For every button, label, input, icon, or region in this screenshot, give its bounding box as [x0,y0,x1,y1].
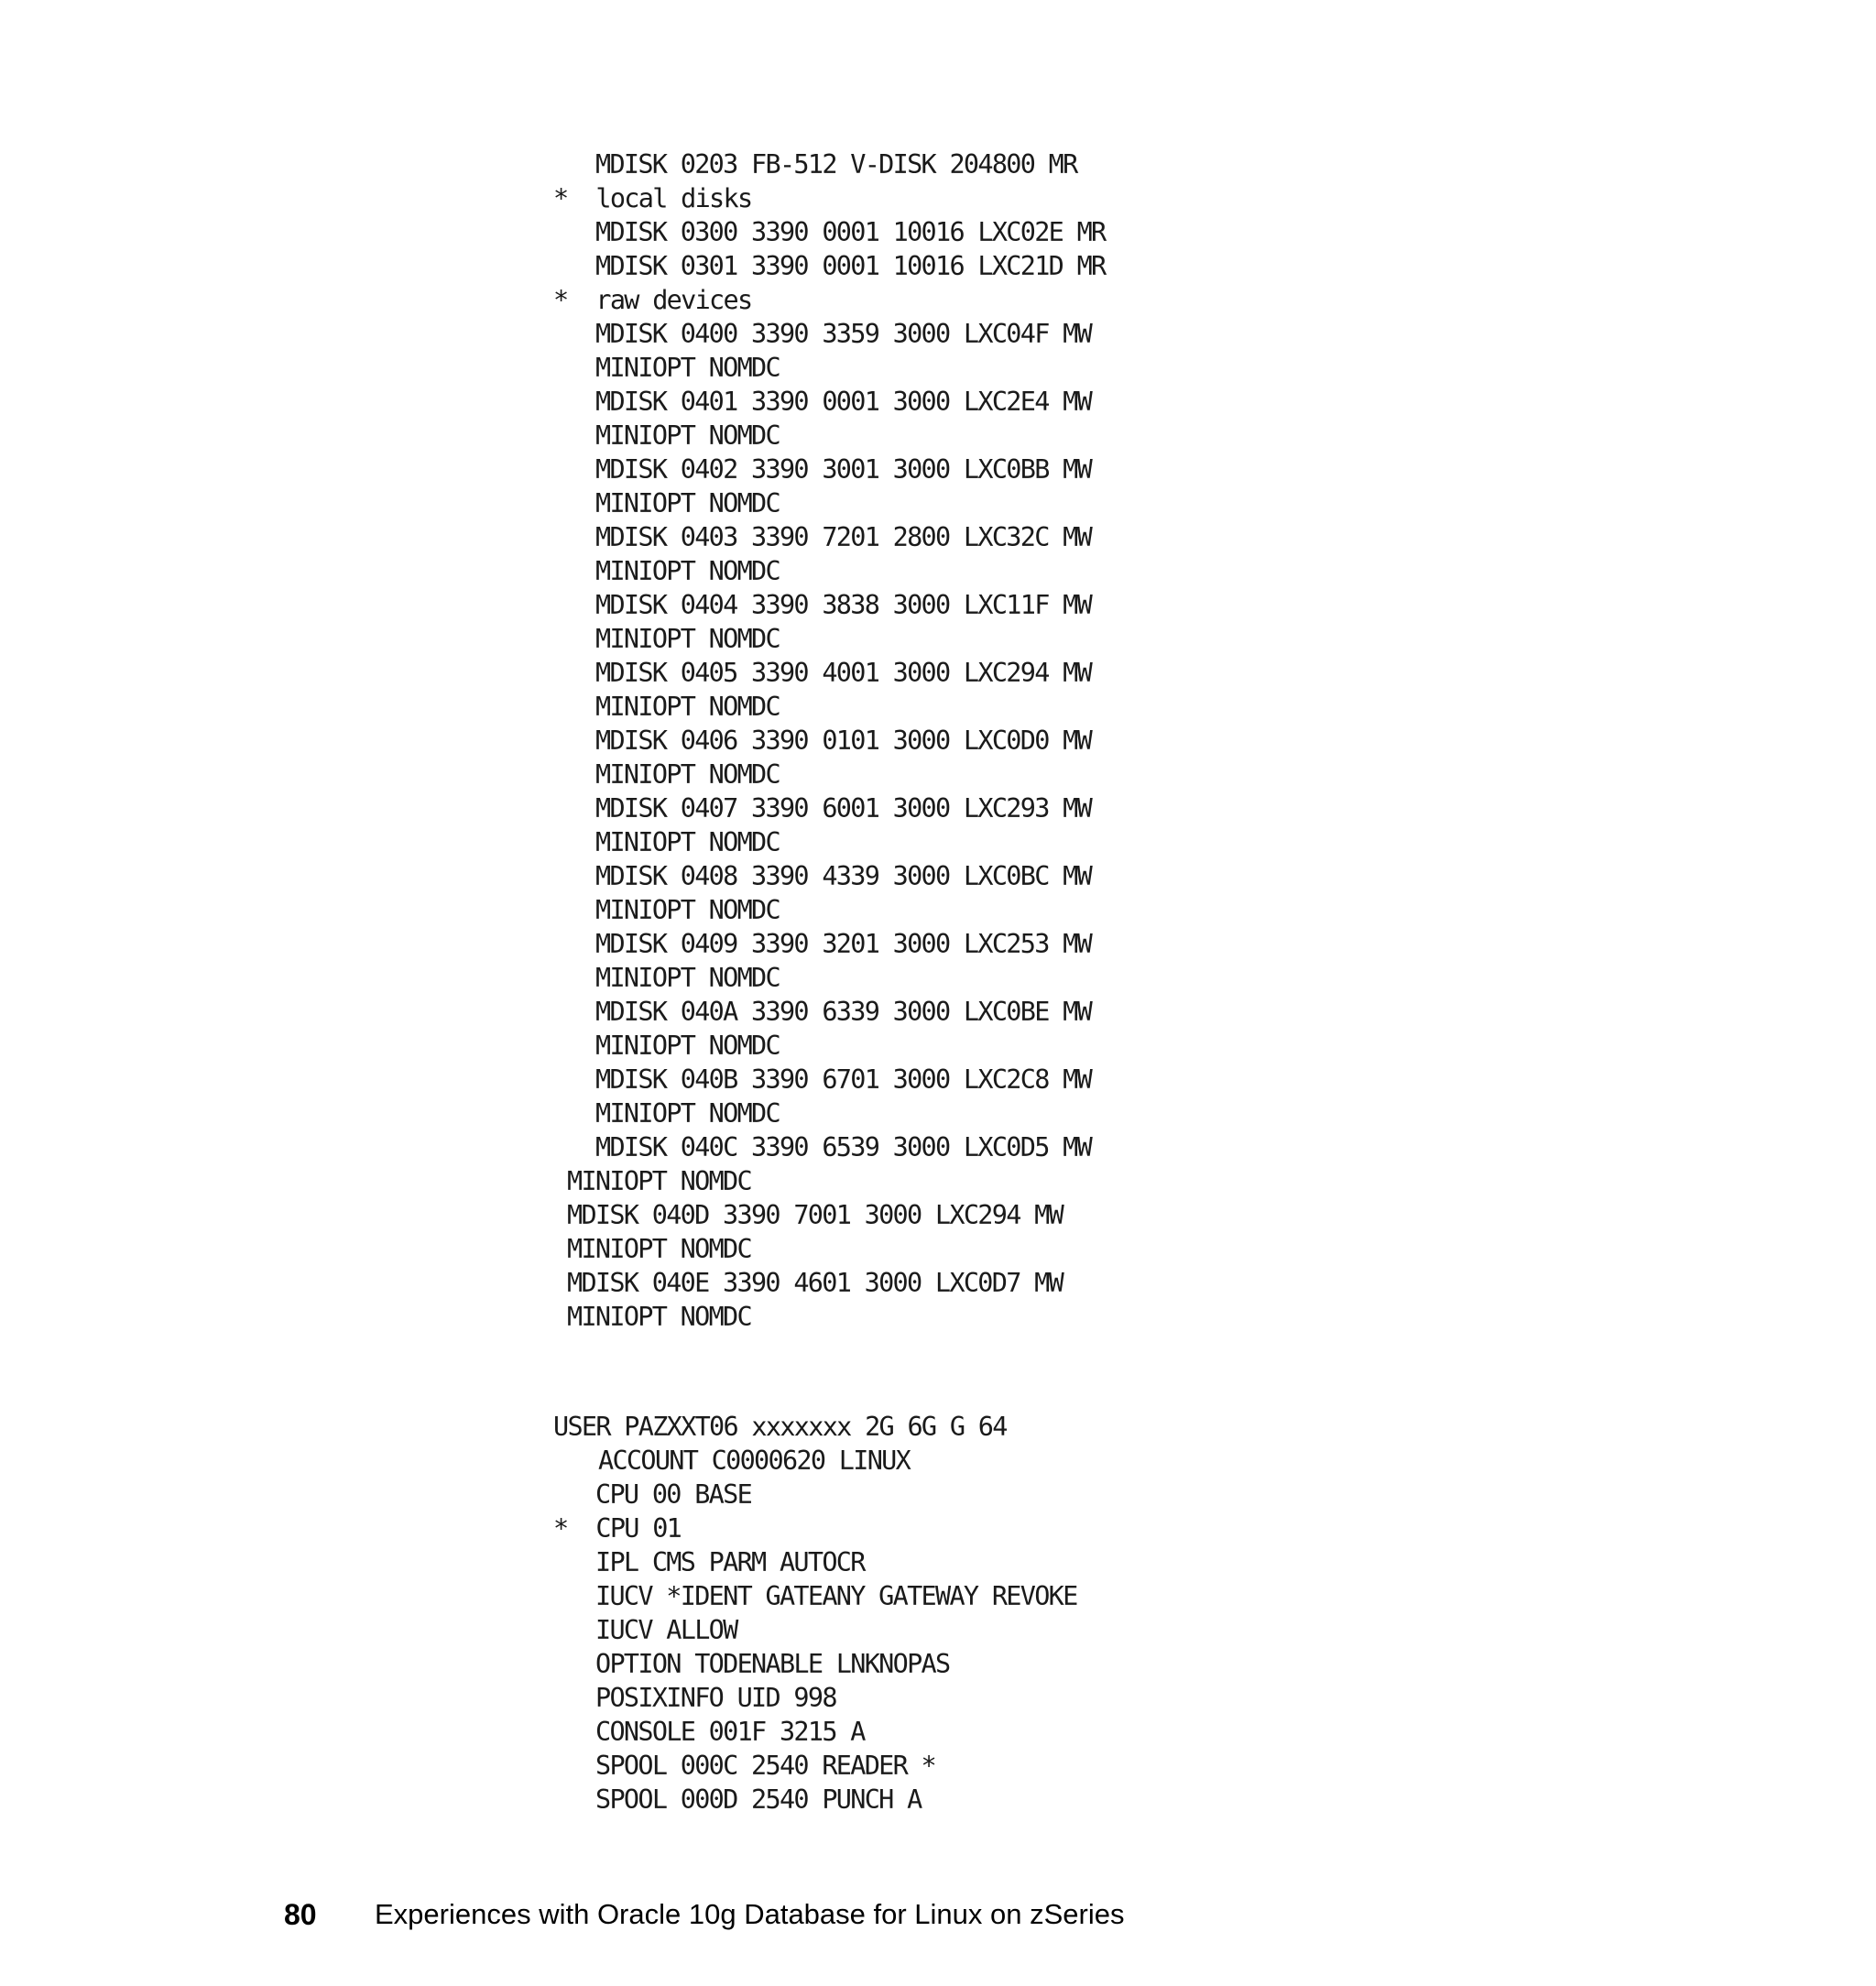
code-line: MDISK 0408 3390 4339 3000 LXC0BC MW [595,861,1092,891]
code-line: USER PAZXXT06 xxxxxxx 2G 6G G 64 [553,1412,1007,1442]
code-line: MINIOPT NOMDC [595,827,780,857]
code-line: MINIOPT NOMDC [595,556,780,586]
code-comment-line: * CPU 01 [553,1513,682,1544]
code-line: MINIOPT NOMDC [595,488,780,518]
code-line: MINIOPT NOMDC [595,1098,780,1129]
code-line: IPL CMS PARM AUTOCR [595,1547,865,1577]
code-line: MDISK 0406 3390 0101 3000 LXC0D0 MW [595,726,1092,756]
code-line: CONSOLE 001F 3215 A [595,1717,865,1747]
code-line: MINIOPT NOMDC [595,895,780,925]
code-line: MINIOPT NOMDC [595,353,780,383]
code-line: OPTION TODENABLE LNKNOPAS [595,1649,950,1679]
code-line: MINIOPT NOMDC [595,420,780,451]
code-line: MDISK 040B 3390 6701 3000 LXC2C8 MW [595,1064,1092,1095]
code-line: MDISK 040E 3390 4601 3000 LXC0D7 MW [567,1268,1063,1298]
code-line: MDISK 0407 3390 6001 3000 LXC293 MW [595,793,1092,824]
code-line: MDISK 0402 3390 3001 3000 LXC0BB MW [595,454,1092,485]
code-line: MDISK 0403 3390 7201 2800 LXC32C MW [595,522,1092,552]
book-title: Experiences with Oracle 10g Database for Linux on zSeries [375,1898,1125,1930]
page-footer [0,1896,1876,1942]
code-line: MINIOPT NOMDC [595,692,780,722]
code-line: MDISK 0401 3390 0001 3000 LXC2E4 MW [595,387,1092,417]
code-line: IUCV *IDENT GATEANY GATEWAY REVOKE [595,1581,1077,1611]
code-line: MINIOPT NOMDC [595,963,780,993]
code-line: MINIOPT NOMDC [567,1234,751,1264]
code-line: MINIOPT NOMDC [595,624,780,654]
code-line: MDISK 0405 3390 4001 3000 LXC294 MW [595,658,1092,688]
code-line: IUCV ALLOW [595,1615,737,1645]
code-line: SPOOL 000C 2540 READER * [595,1751,936,1781]
code-comment-line: * local disks [553,183,752,213]
code-line: SPOOL 000D 2540 PUNCH A [595,1784,922,1815]
code-line: MDISK 0404 3390 3838 3000 LXC11F MW [595,590,1092,620]
code-line: MDISK 0409 3390 3201 3000 LXC253 MW [595,929,1092,959]
code-line: MDISK 0301 3390 0001 10016 LXC21D MR [595,251,1106,281]
code-line: CPU 00 BASE [595,1479,752,1510]
code-line: MDISK 0203 FB-512 V-DISK 204800 MR [595,149,1077,180]
code-line: MDISK 040D 3390 7001 3000 LXC294 MW [567,1200,1063,1230]
code-line: MDISK 0300 3390 0001 10016 LXC02E MR [595,217,1106,247]
page-number: 80 [284,1898,317,1931]
code-line: MDISK 040C 3390 6539 3000 LXC0D5 MW [595,1132,1092,1162]
code-line: MDISK 040A 3390 6339 3000 LXC0BE MW [595,997,1092,1027]
code-comment-line: * raw devices [553,285,752,315]
code-line: MINIOPT NOMDC [595,759,780,790]
code-line: MDISK 0400 3390 3359 3000 LXC04F MW [595,319,1092,349]
code-line: MINIOPT NOMDC [567,1302,751,1332]
code-line: POSIXINFO UID 998 [595,1683,836,1713]
code-line: ACCOUNT C0000620 LINUX [598,1446,911,1476]
code-line: MINIOPT NOMDC [595,1031,780,1061]
code-line: MINIOPT NOMDC [567,1166,751,1196]
